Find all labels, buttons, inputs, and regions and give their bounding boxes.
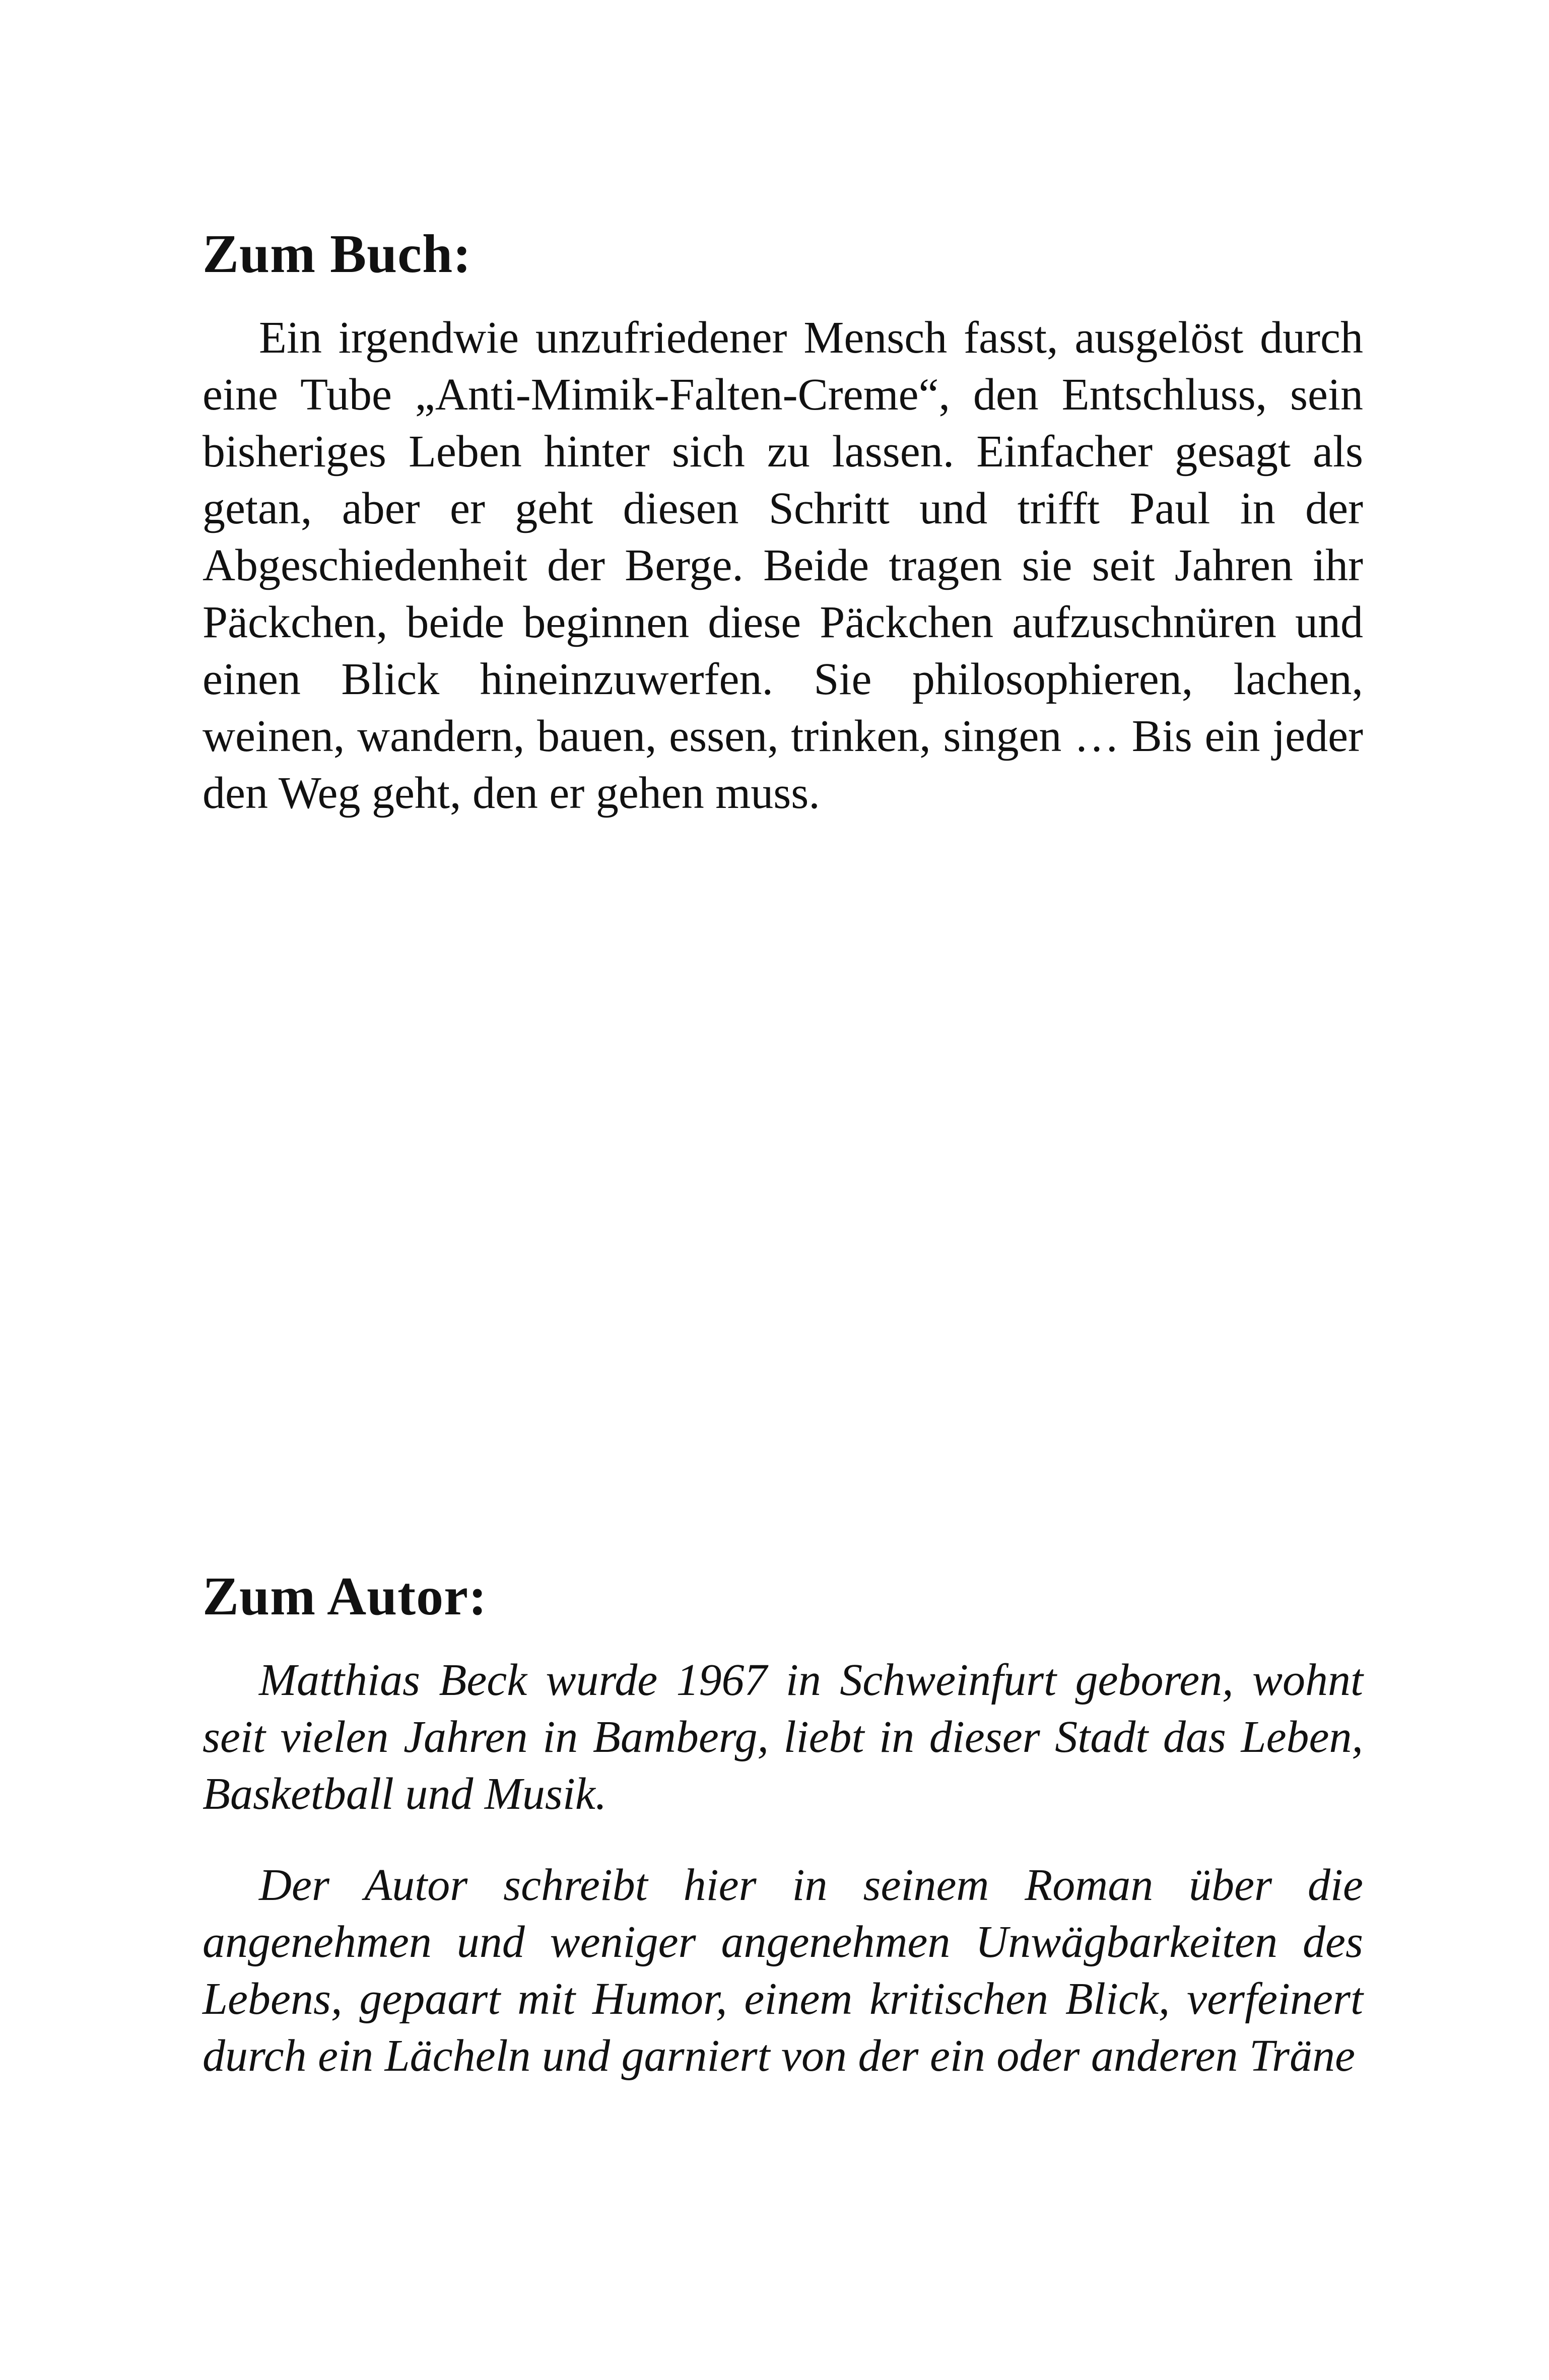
book-heading: Zum Buch: <box>203 224 472 284</box>
author-section <box>203 1564 1363 2084</box>
book-description: Ein irgendwie unzufriedener Mensch fasst, ausgelöst durch eine Tube „Anti-Mimik-Falten-Creme“, den Entschluss, sein bisheriges Leben hinter sich zu lassen. Einfacher gesagt als getan, aber er geht diesen Schritt und trifft Paul in der Abgeschiedenheit der Berge. Beide tragen sie seit Jahren ihr Päckchen, beide beginnen diese Päckchen aufzuschnüren und einen Blick hineinzuwerfen. Sie philosophieren, lachen, weinen, wandern, bauen, essen, trinken, singen … Bis ein jeder den Weg geht, den er gehen muss. <box>203 313 1363 818</box>
book-section <box>203 222 1363 822</box>
author-bio-paragraph: Matthias Beck wurde 1967 in Schweinfurt geboren, wohnt seit vielen Jahren in Bamberg, liebt in dieser Stadt das Leben, Basketball und Musik. <box>203 1655 1363 1819</box>
author-heading: Zum Autor: <box>203 1567 488 1626</box>
author-novel-paragraph: Der Autor schreibt hier in seinem Roman über die angenehmen und weniger angenehmen Unwägbarkeiten des Lebens, gepaart mit Humor, einem kritischen Blick, verfeinert durch ein Lächeln und garniert von der ein oder anderen Träne <box>203 1860 1363 2081</box>
